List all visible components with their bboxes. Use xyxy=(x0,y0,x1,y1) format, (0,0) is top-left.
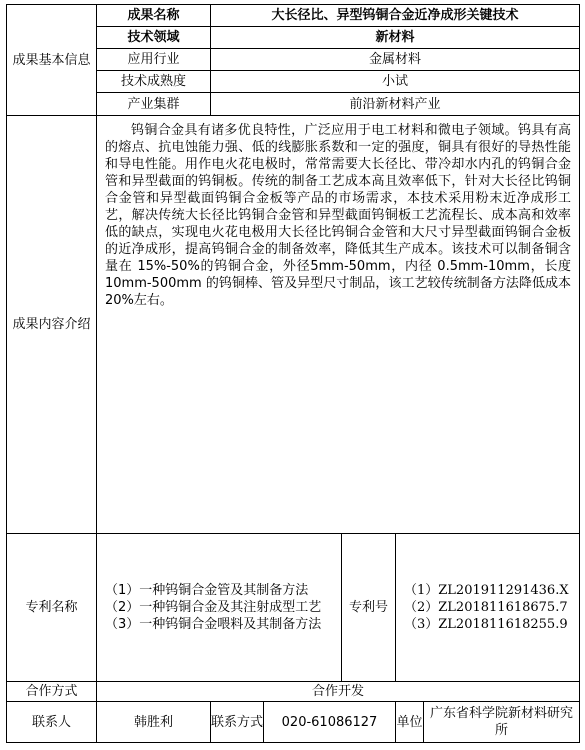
patent-name-3: （3）一种钨铜合金喂料及其制备方法 xyxy=(105,617,322,632)
patent-names xyxy=(97,534,342,682)
contact-name: 韩胜利 xyxy=(97,702,211,743)
tech-field-value: 新材料 xyxy=(211,27,580,49)
cooperation-label: 合作方式 xyxy=(7,682,97,702)
content-text: 钨铜合金具有诸多优良特性，广泛应用于电工材料和微电子领域。钨具有高的熔点、抗电蚀能力强、低的线膨胀系数和一定的强度，铜具有很好的导热性能和导电性能。用作电火花电极时，常常需要大长径比、带冷却水内孔的钨铜合金管和异型截面的钨铜板。传统的制备工艺成本高且效率低下，针对大长径比钨铜合金管和异型截面钨铜合金板等产品的市场需求，本技术采用粉末近净成形工艺，解决传统大长径比钨铜合金管和异型截面钨铜板工艺流程长、成本高和效率低的缺点，实现电火花电极用大长径比钨铜合金管和大尺寸异型截面钨铜合金板的近净成形，提高钨铜合金的制备效率，降低其生产成本。该技术可以制备铜含量在 15%-50%的钨铜合金，外径5mm-50mm，内径 0.5mm-10mm，长度 10mm-500mm 的钨铜棒、管及异型尺寸制品，该工艺较传统制备方法降低成本 20%左右。 xyxy=(97,116,580,534)
cluster-value: 前沿新材料产业 xyxy=(211,93,580,116)
row-label-maturity: 技术成熟度 xyxy=(97,71,211,93)
patent-numbers xyxy=(396,534,580,682)
cooperation-value: 合作开发 xyxy=(97,682,580,702)
industry-value: 金属材料 xyxy=(211,49,580,71)
row-label-cluster: 产业集群 xyxy=(97,93,211,116)
patent-name-label: 专利名称 xyxy=(7,534,97,682)
row-label-name: 成果名称 xyxy=(97,5,211,27)
patent-number-2: （2）ZL201811618675.7 xyxy=(404,600,568,615)
row-label-industry: 应用行业 xyxy=(97,49,211,71)
row-label-field: 技术领域 xyxy=(97,27,211,49)
patent-number-3: （3）ZL201811618255.9 xyxy=(404,617,568,632)
maturity-value: 小试 xyxy=(211,71,580,93)
content-label: 成果内容介绍 xyxy=(7,116,97,534)
achievement-name: 大长径比、异型钨铜合金近净成形关键技术 xyxy=(211,5,580,27)
achievement-table xyxy=(6,4,580,743)
patent-number-label: 专利号 xyxy=(342,534,396,682)
patent-name-2: （2）一种钨铜合金及其注射成型工艺 xyxy=(105,600,322,615)
contact-label: 联系人 xyxy=(7,702,97,743)
contact-phone: 020-61086127 xyxy=(264,702,396,743)
basic-info-label: 成果基本信息 xyxy=(7,5,97,116)
contact-method-label: 联系方式 xyxy=(211,702,264,743)
patent-name-1: （1）一种钨铜合金管及其制备方法 xyxy=(105,583,309,598)
unit-label: 单位 xyxy=(396,702,424,743)
patent-number-1: （1）ZL201911291436.X xyxy=(404,583,569,598)
unit-value: 广东省科学院新材料研究所 xyxy=(424,702,580,743)
